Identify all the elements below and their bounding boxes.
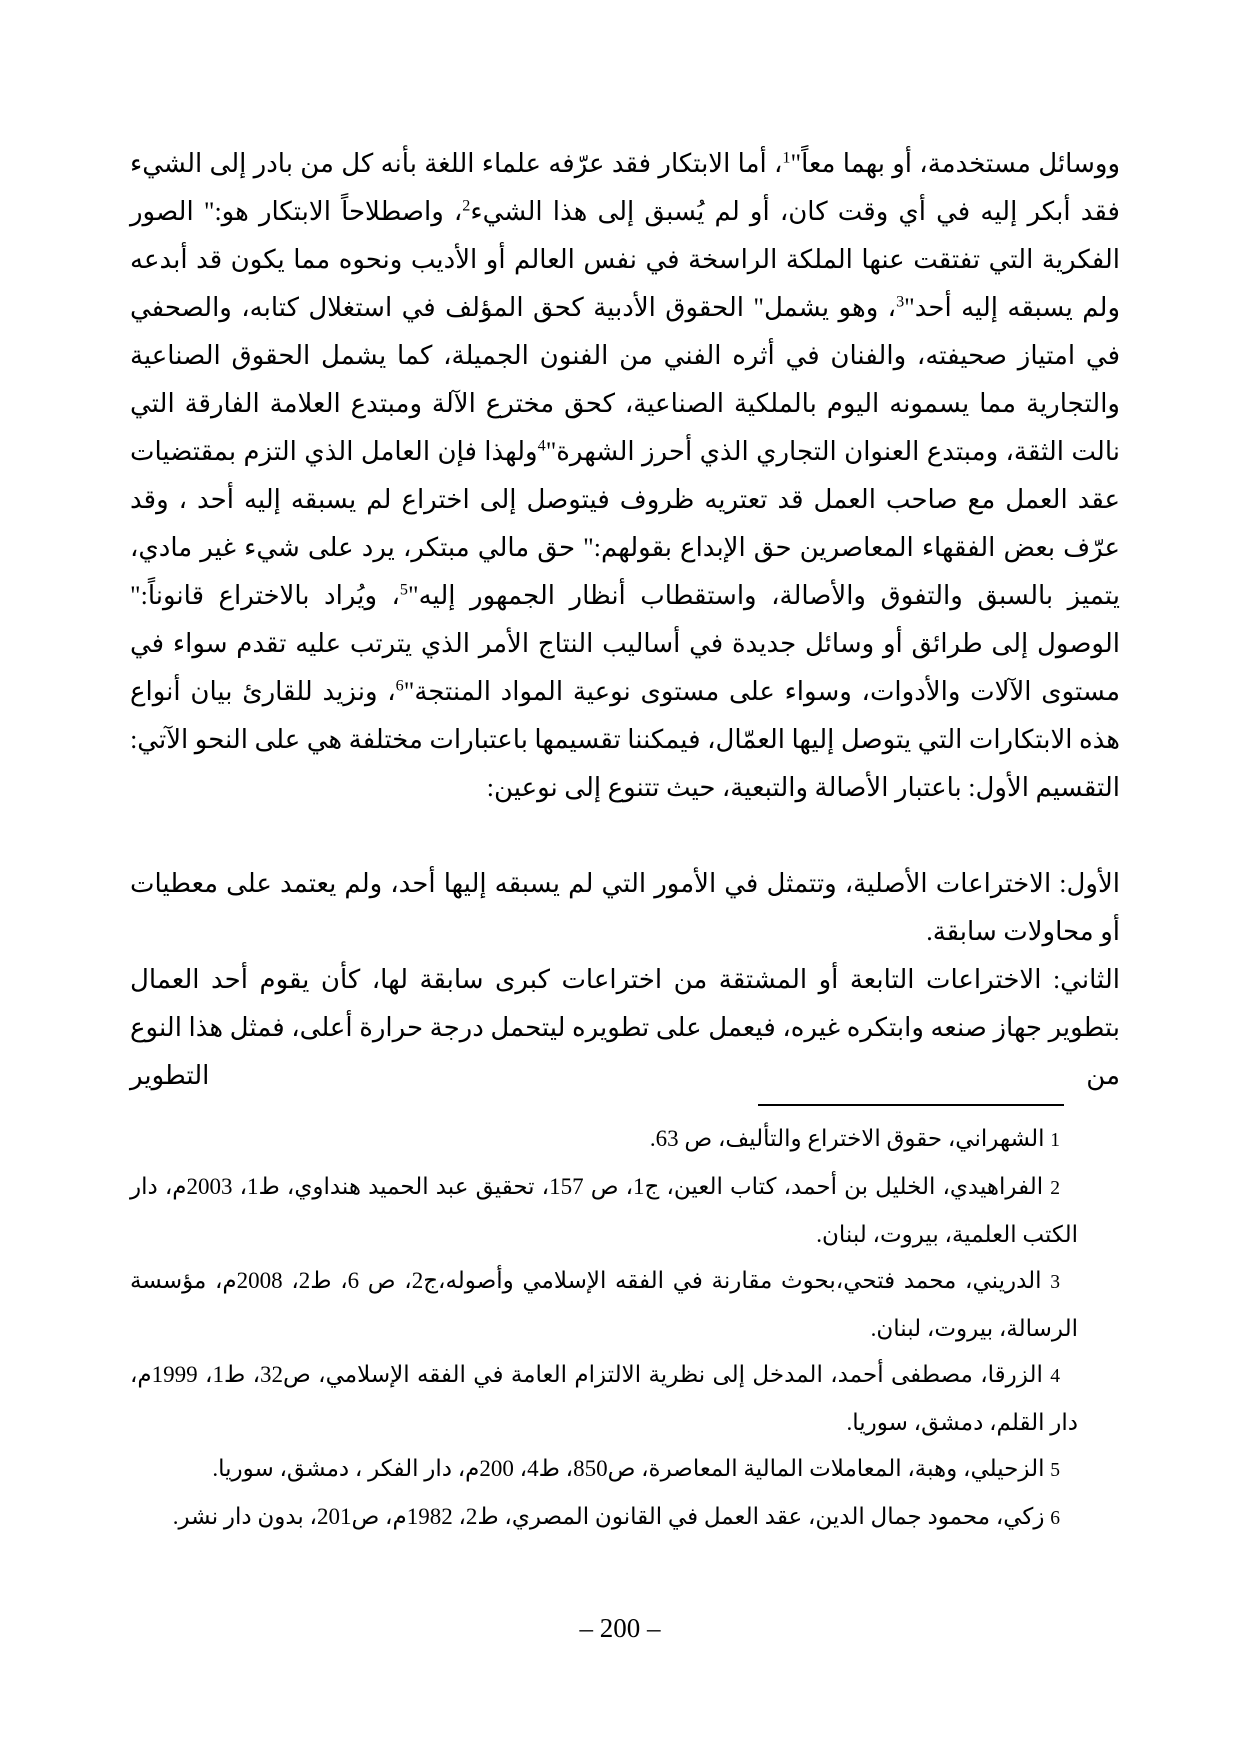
footnote-ref: 4	[537, 437, 546, 455]
footnote-item: 2 الفراهيدي، الخليل بن أحمد، كتاب العين، ج1، ص 157، تحقيق عبد الحميد هنداوي، ط1، 2003م، دار الكتب العلمية، بيروت، لبنان.	[130, 1174, 1078, 1247]
footnote-marker: 5	[1050, 1460, 1060, 1481]
footnote-ref: 3	[896, 293, 905, 311]
paragraph: ووسائل مستخدمة، أو بهما معاً"$^1$، أما الابتكار فقد عرّفه علماء اللغة بأنه كل من بادر إلى الشيء فقد أبكر إليه في أي وقت كان، أو لم يُسبق إلى هذا الشيء$^2$، واصطلاحاً الابتكار هو:" الصور الفكرية التي تفتقت عنها الملكة الراسخة في نفس العالم أو الأديب ونحوه مما يكون قد أبدعه ولم يسبقه إليه أحد"$^3$، وهو يشمل" الحقوق الأدبية كحق المؤلف في استغلال كتابه، والصحفي في امتياز صحيفته، والفنان في أثره الفني من الفنون الجميلة، كما يشمل الحقوق الصناعية والتجارية مما يسمونه اليوم بالملكية الصناعية، كحق مخترع الآلة ومبتدع العلامة الفارقة التي نالت الثقة، ومبتدع العنوان التجاري الذي أحرز الشهرة"$^4$ولهذا فإن العامل الذي التزم بمقتضيات عقد العمل مع صاحب العمل قد تعتريه ظروف فيتوصل إلى اختراع لم يسبقه إليه أحد ، وقد عرّف بعض الفقهاء المعاصرين حق الإبداع بقولهم:" حق مالي مبتكر، يرد على شيء غير مادي، يتميز بالسبق والتفوق والأصالة، واستقطاب أنظار الجمهور إليه"$^5$، ويُراد بالاختراع قانوناً:" الوصول إلى طرائق أو وسائل جديدة في أساليب النتاج الأمر الذي يترتب عليه تقدم سواء في مستوى الآلات والأدوات، وسواء على مستوى نوعية المواد المنتجة"$^6$، ونزيد للقارئ بيان أنواع هذه الابتكارات التي يتوصل إليها العمّال، فيمكننا تقسيمها باعتبارات مختلفة هي على النحو الآتي:	[130, 149, 1121, 754]
page-number: – 200 –	[579, 1613, 661, 1643]
footnote-marker: 3	[1050, 1272, 1060, 1293]
footnote-ref: 1	[782, 149, 791, 167]
footnotes-list	[130, 1116, 1078, 1542]
footnote-marker: 4	[1050, 1366, 1060, 1387]
footnote-ref: 5	[399, 581, 408, 599]
footnote-item: 6 زكي، محمود جمال الدين، عقد العمل في القانون المصري، ط2، 1982م، ص201، بدون دار نشر.	[172, 1504, 1060, 1529]
footnote-item: 5 الزحيلي، وهبة، المعاملات المالية المعاصرة، ص850، ط4، 200م، دار الفكر ، دمشق، سوريا.	[212, 1456, 1060, 1481]
body-text	[130, 140, 1120, 1100]
paragraph: الأول: الاختراعات الأصلية، وتتمثل في الأمور التي لم يسبقه إليها أحد، ولم يعتمد على معطيات أو محاولات سابقة.	[130, 869, 1120, 946]
footnote-marker: 1	[1050, 1130, 1060, 1151]
footnote-ref: 2	[462, 197, 471, 215]
paragraph: التقسيم الأول: باعتبار الأصالة والتبعية، حيث تتنوع إلى نوعين:	[486, 773, 1120, 802]
footnote-separator	[758, 1104, 1064, 1106]
footnote-marker: 2	[1050, 1178, 1060, 1199]
footnotes-section	[130, 1104, 1120, 1542]
paragraph: الثاني: الاختراعات التابعة أو المشتقة من اختراعات كبرى سابقة لها، كأن يقوم أحد العمال بتطوير جهاز صنعه وابتكره غيره، فيعمل على تطويره ليتحمل درجة حرارة أعلى، فمثل هذا النوع من التطوير	[130, 965, 1120, 1090]
footnote-item: 3 الدريني، محمد فتحي،بحوث مقارنة في الفقه الإسلامي وأصوله،ج2، ص 6، ط2، 2008م، مؤسسة الرسالة، بيروت، لبنان.	[130, 1268, 1078, 1341]
footnote-marker: 6	[1050, 1508, 1060, 1529]
footnote-ref: 6	[395, 677, 404, 695]
footnote-item: 4 الزرقا، مصطفى أحمد، المدخل إلى نظرية الالتزام العامة في الفقه الإسلامي، ص32، ط1، 1999م، دار القلم، دمشق، سوريا.	[130, 1362, 1078, 1435]
footnote-item: 1 الشهراني، حقوق الاختراع والتأليف، ص 63.	[649, 1126, 1060, 1151]
